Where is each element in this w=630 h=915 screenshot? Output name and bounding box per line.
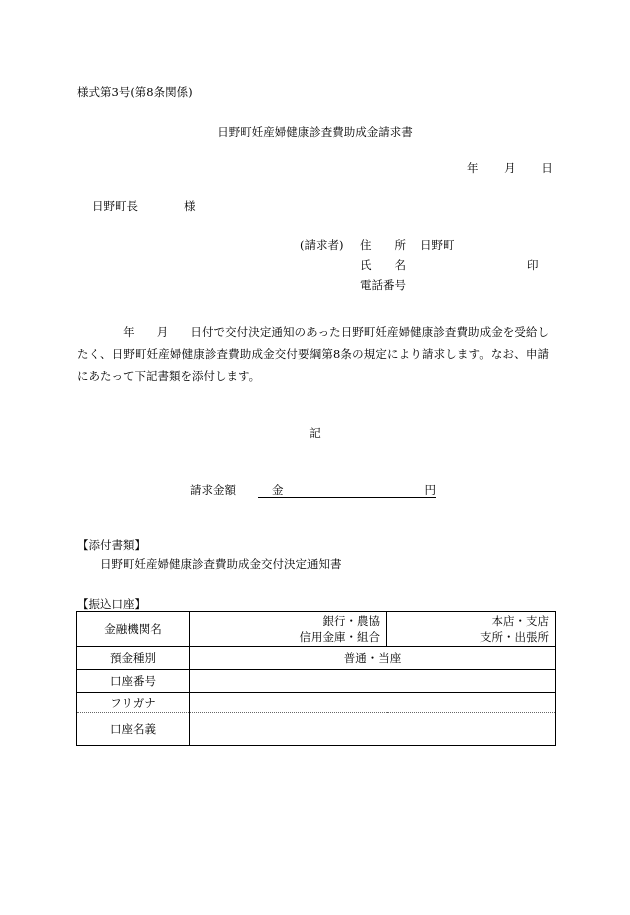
account-table [76, 611, 556, 746]
body-year: 年 [123, 325, 135, 339]
address-label: 住 所 [360, 238, 406, 252]
account-number-label: 口座番号 [77, 670, 190, 693]
phone-label: 電話番号 [360, 278, 406, 292]
account-number-field [190, 670, 556, 693]
amount-line [190, 482, 436, 498]
date-year: 年 [467, 161, 479, 175]
branch-line2: 支所・出張所 [480, 630, 549, 644]
furigana-field [190, 693, 556, 713]
addressee-honorific: 様 [184, 199, 196, 213]
form-number: 様式第3号(第8条関係) [77, 85, 193, 99]
date-line [467, 160, 553, 176]
account-name-label: 口座名義 [77, 713, 190, 746]
deposit-type-value: 普通・当座 [190, 647, 556, 670]
amount-unit: 円 [424, 483, 436, 497]
branch-line1: 本店・支店 [491, 614, 549, 628]
seal-mark: 印 [527, 258, 539, 272]
addressee-name: 日野町長 [92, 199, 138, 213]
account-number-row [77, 670, 556, 693]
branch-type-cell [387, 612, 556, 647]
bank-type-line1: 銀行・農協 [322, 614, 380, 628]
attachments-heading: 【添付書類】 [77, 538, 146, 552]
document-title: 日野町妊産婦健康診査費助成金請求書 [217, 125, 413, 139]
bank-type-cell [190, 612, 387, 647]
account-name-row [77, 713, 556, 746]
furigana-row [77, 693, 556, 713]
addressee [92, 198, 196, 214]
deposit-type-label: 預金種別 [77, 647, 190, 670]
bank-label: 金融機関名 [77, 612, 190, 647]
name-label: 氏 名 [360, 258, 406, 272]
account-name-field [190, 713, 556, 746]
account-heading: 【振込口座】 [77, 597, 146, 611]
furigana-label: フリガナ [77, 693, 190, 713]
ki-heading: 記 [309, 426, 321, 440]
address-value: 日野町 [420, 238, 455, 252]
request-body-text [77, 321, 549, 387]
amount-label: 請求金額 [190, 483, 236, 497]
date-month: 月 [504, 161, 516, 175]
date-day: 日 [541, 161, 553, 175]
body-month: 月 [156, 325, 169, 339]
amount-field [258, 482, 436, 498]
deposit-type-row [77, 647, 556, 670]
claimant-label: (請求者) [300, 238, 344, 252]
bank-type-line2: 信用金庫・組合 [299, 630, 380, 644]
amount-prefix: 金 [272, 483, 284, 497]
body-text: 日付で交付決定通知のあった日野町妊産婦健康診査費助成金を受給したく、日野町妊産婦健康診査費助成金交付要綱第8条の規定により請求します。なお、申請にあたって下記書類を添付します。 [77, 325, 550, 383]
bank-row [77, 612, 556, 647]
attachment-item: 日野町妊産婦健康診査費助成金交付決定通知書 [100, 557, 342, 571]
